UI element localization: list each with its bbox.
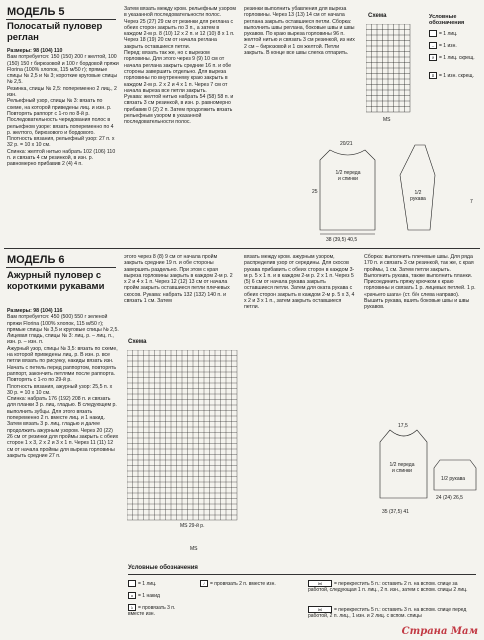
legend-knit-cross-symbol: ϑ — [429, 54, 437, 61]
model5-rule — [6, 19, 116, 20]
legend6-2tog: / = провязать 2 п. вместе изн. — [200, 580, 290, 587]
model5-col2-text: Затем вязать между кром. рельефным узором в указанной последовательности полос. Через 25 (27) 29 см от резинки для реглана с обеих сторон закрыть по 3 п., а затем в каждом 2-м р. 8 (10) 12 х 2 п. и 12 (10) 8 х 1 п. Через 18 (19) 20 см от начала реглана закрыть оставшиеся петли. — [124, 6, 236, 50]
section-separator — [4, 248, 480, 249]
model6-sleeve-label: 1/2 рукава — [440, 476, 466, 482]
model6-legend-title: Условные обозначения — [128, 565, 198, 571]
model6-rule — [6, 267, 116, 268]
model6-col2 — [124, 254, 236, 304]
model6-neck-label: 17,5 — [398, 423, 408, 429]
model5-neck-label: 20/21 — [340, 141, 353, 147]
legend-knit: = 1 лиц. — [429, 30, 457, 37]
model5-subtitle: Полосатый пуловер реглан — [7, 21, 103, 43]
model6-col1 — [7, 308, 119, 459]
legend-purl-symbol: – — [429, 42, 437, 49]
model6-scheme-label: Схема — [128, 339, 147, 345]
model6-legend-rule — [128, 574, 476, 575]
legend6-knit-symbol — [128, 580, 136, 587]
model6-col3 — [244, 254, 356, 311]
model6-ms2-label: MS — [190, 546, 198, 552]
legend6-3tog-symbol: λ — [128, 604, 136, 611]
model6-ms-label: MS 29-й р. — [180, 523, 205, 529]
model6-sleeve-width-label: 24 (24) 26,5 — [436, 495, 463, 501]
model5-col3 — [244, 6, 356, 56]
legend6-yo-symbol: o — [128, 592, 136, 599]
model6-sizes: Размеры: 98 (104) 116 — [7, 308, 63, 314]
model5-ms-label: MS — [383, 117, 391, 123]
model6-col3-text: вязать между кром. ажурным узором, распределив узор от середины. Для скосов рукава прибавить с обеих сторон в каждом 3-м р. 5 х 1 п. и в каждом 2-м р. 2 х 1 п. Через 5 (5) 6 см от начала рукава закрыть оставшиеся петли. Затем для оката рукава с обеих сторон закрыть в каждом 2-м р. 5 х 3, 4 х 2 и 3 х 1 п., затем закрыть оставшиеся петли. — [244, 254, 355, 311]
legend6-cross-left-symbol: ⋈ — [308, 580, 332, 587]
model5-height-label: 25 — [312, 189, 318, 195]
legend-purl-cross-symbol: ⊻ — [429, 72, 437, 79]
model5-density: Плотность вязания, рельефный узор: 27 п. х 32 р. = 10 х 10 см. — [7, 136, 115, 149]
legend6-yo: o = 1 накид — [128, 592, 160, 599]
model5-scheme-label: Схема — [368, 13, 387, 19]
model5-legend-title: Условные обозначения — [429, 14, 465, 26]
model5-width-label: 38 (39,5) 40,5 — [326, 237, 358, 243]
model5-title: МОДЕЛЬ 5 — [7, 6, 65, 18]
model5-col1 — [7, 48, 119, 168]
model6-width-label: 35 (37,5) 41 — [382, 509, 409, 515]
model5-cuff-label: 7 — [470, 199, 473, 205]
model6-materials: Вам потребуется: 450 (500) 550 г зеленой пряжи Florina (100% хлопок, 115 м/50 г); прямые спицы № 3,5 и круговые спицы № 2,5. — [7, 314, 119, 333]
site-watermark: Страна Мам — [401, 626, 478, 637]
model5-materials: Вам потребуется: 150 (150) 200 г желтой, 100 (150) 150 г бирюзовой и 100 г бордовой пряжи Florina (100% хлопок, 115 м/50 г); прямые спицы № 2,5 и № 3; короткие круговые спицы № 2,5. — [7, 54, 119, 86]
model5-front: Перед: вязать так же, но с вырезом горловины. Для этого через 9 (9) 10 см от начала реглана закрыть средние 16 п. и обе стороны завершить отдельно. Для выреза горловины по внутреннему краю закрыть в каждом 2-м р. 2 х 2 и 4 х 1 п. Через 7 см от начала выреза все петли закрыть. — [124, 50, 232, 94]
legend6-cross-right: ⋈ = перекрестить 5 п.: оставить 3 п. на вспом. спице перед работой, 2 п. лиц., 1 изн. и 2 лиц. с вспом. спицы — [308, 606, 467, 619]
legend-knit-symbol — [429, 30, 437, 37]
legend-purl-cross: ⊻ = 1 изн. скрещ. — [429, 72, 481, 79]
legend-knit-cross: ϑ = 1 лиц. скрещ. — [429, 54, 481, 61]
model5-sleeves: Рукава: желтой нитью набрать 54 (58) 58 п. и связать 3 см резинкой, в изн. р. равномерно прибавив 0 (2) 2 п. Затем продолжить вязать рельефным узором в указанной последовательности полос. — [124, 94, 234, 126]
model6-col4 — [364, 254, 478, 311]
legend6-3tog: λ = провязать 3 п. вместе изн. — [128, 604, 176, 617]
legend6-cross-right-symbol: ⋈ — [308, 606, 332, 613]
model6-back: Спинка: набрать 176 (192) 208 п. и связать для планки 3 р. лиц. гладью. В следующем р. выполнить зубцы. Для этого вязать попеременно 2 п. вместе лиц. и 1 накид. Затем вязать 3 р. лиц. гладью и далее продолжить ажурным узором. Через 20 (22) 26 см от резинки для проймы закрыть с обеих сторон 1 х 3, 2 х 2 и 3 х 1 п. Через 11 (11) 12 см от начала проймы для выреза горловины закрыть средние 27 п. — [7, 396, 119, 459]
model5-scheme-grid — [366, 24, 418, 120]
model6-lace: Ажурный узор, спицы № 3,5: вязать по схеме, на которой приведены лиц. р. В изн. р. все петли вязать по рисунку, накиды вязать изн. Начать с петель перед раппортом, повторять раппорт, закончить петлями после раппорта. Повторять с 1-го по 29-й р. — [7, 345, 118, 384]
model5-rib: Резинка, спицы № 2,5: попеременно 2 лиц., 2 изн. — [7, 85, 117, 99]
legend6-2tog-symbol: / — [200, 580, 208, 587]
model5-body-schematic — [300, 130, 480, 240]
model6-col4-text: Сборка: выполнить плечевые швы. Для ряда 170 п. и связать 3 см резинкой, так же, с края проймы, 1 см. Затем петли закрыть. Выполнить рукава, также выполнить планки. Присоединить пряжу крючком к краю горловины и связать 1 р. лицевых петлей. 1 р. «рачьего шага» (ст. б/н слева направо). Вышить рукава, вшить боковые швы и швы рукавов. — [364, 254, 476, 311]
model5-sleeve-label: 1/2 рукава — [410, 190, 426, 202]
model6-body-label: 1/2 переда и спинки — [389, 462, 415, 474]
legend6-cross-left: ⋈ = перекрестить 5 п.: оставить 2 п. на вспом. спице за работой, следующая 1 п. лиц., 2 п. изн., затем с вспом. спицы 2 лиц. — [308, 580, 468, 593]
model6-subtitle: Ажурный пуловер с короткими рукавами — [7, 270, 105, 292]
model5-relief: Рельефный узор, спицы № 3: вязать по схеме, на которой приведены лиц. и изн. р. Повторять раппорт с 1-го по 8-й р. — [7, 98, 112, 117]
model6-density: Плотность вязания, ажурный узор: 25,5 п. х 30 р. = 10 х 10 см. — [7, 383, 113, 396]
model6-col2-text: этого через 8 (8) 9 см от начала пройм закрыть средние 19 п. и обе стороны завершить раздельно. При этом с края выреза горловины закрыть в каждом 2-м р. 2 х 2 и 4 х 1 п. Через 12 (12) 13 см от начала пройм закрыть оставшиеся петли плечевых скосов. Рукава: набрать 132 (132) 140 п. и связать 1 см. Затем — [124, 254, 233, 305]
model5-col3-text: резинки выполнить убавления для выреза горловины. Через 13 (13) 14 см от начала реглана закрыть оставшиеся петли. Сборка: выполнить швы реглана, боковые швы и швы рукавов. По краю выреза горловины 96 п. желтой нитью и связать 3 см резинкой, из них 2 см – бирюзовой и 1 см желтой. Петли закрыть. В конце все швы слегка отпарить. — [244, 6, 355, 57]
model5-back: Спинка: желтой нитью набрать 102 (106) 110 п. и связать 4 см резинкой, в изн. р. равномерно прибавив 2 (4) 4 п. — [7, 148, 116, 168]
model6-stockinette: Лицевая гладь, спицы № 3: лиц. р. – лиц. п., изн. р. – изн. п. — [7, 333, 114, 346]
model5-col2 — [124, 6, 236, 126]
legend-purl: – = 1 изн. — [429, 42, 457, 49]
model6-title: МОДЕЛЬ 6 — [7, 254, 65, 266]
model5-stripes: Последовательность чередования полос в рельефном узоре: вязать попеременно по 4 р. желтого, бирюзового и бордового. — [7, 117, 114, 136]
model5-sizes: Размеры: 98 (104) 110 — [7, 48, 63, 54]
legend6-knit: = 1 лиц. — [128, 580, 156, 587]
model5-body-label: 1/2 переда и спинки — [335, 170, 361, 182]
